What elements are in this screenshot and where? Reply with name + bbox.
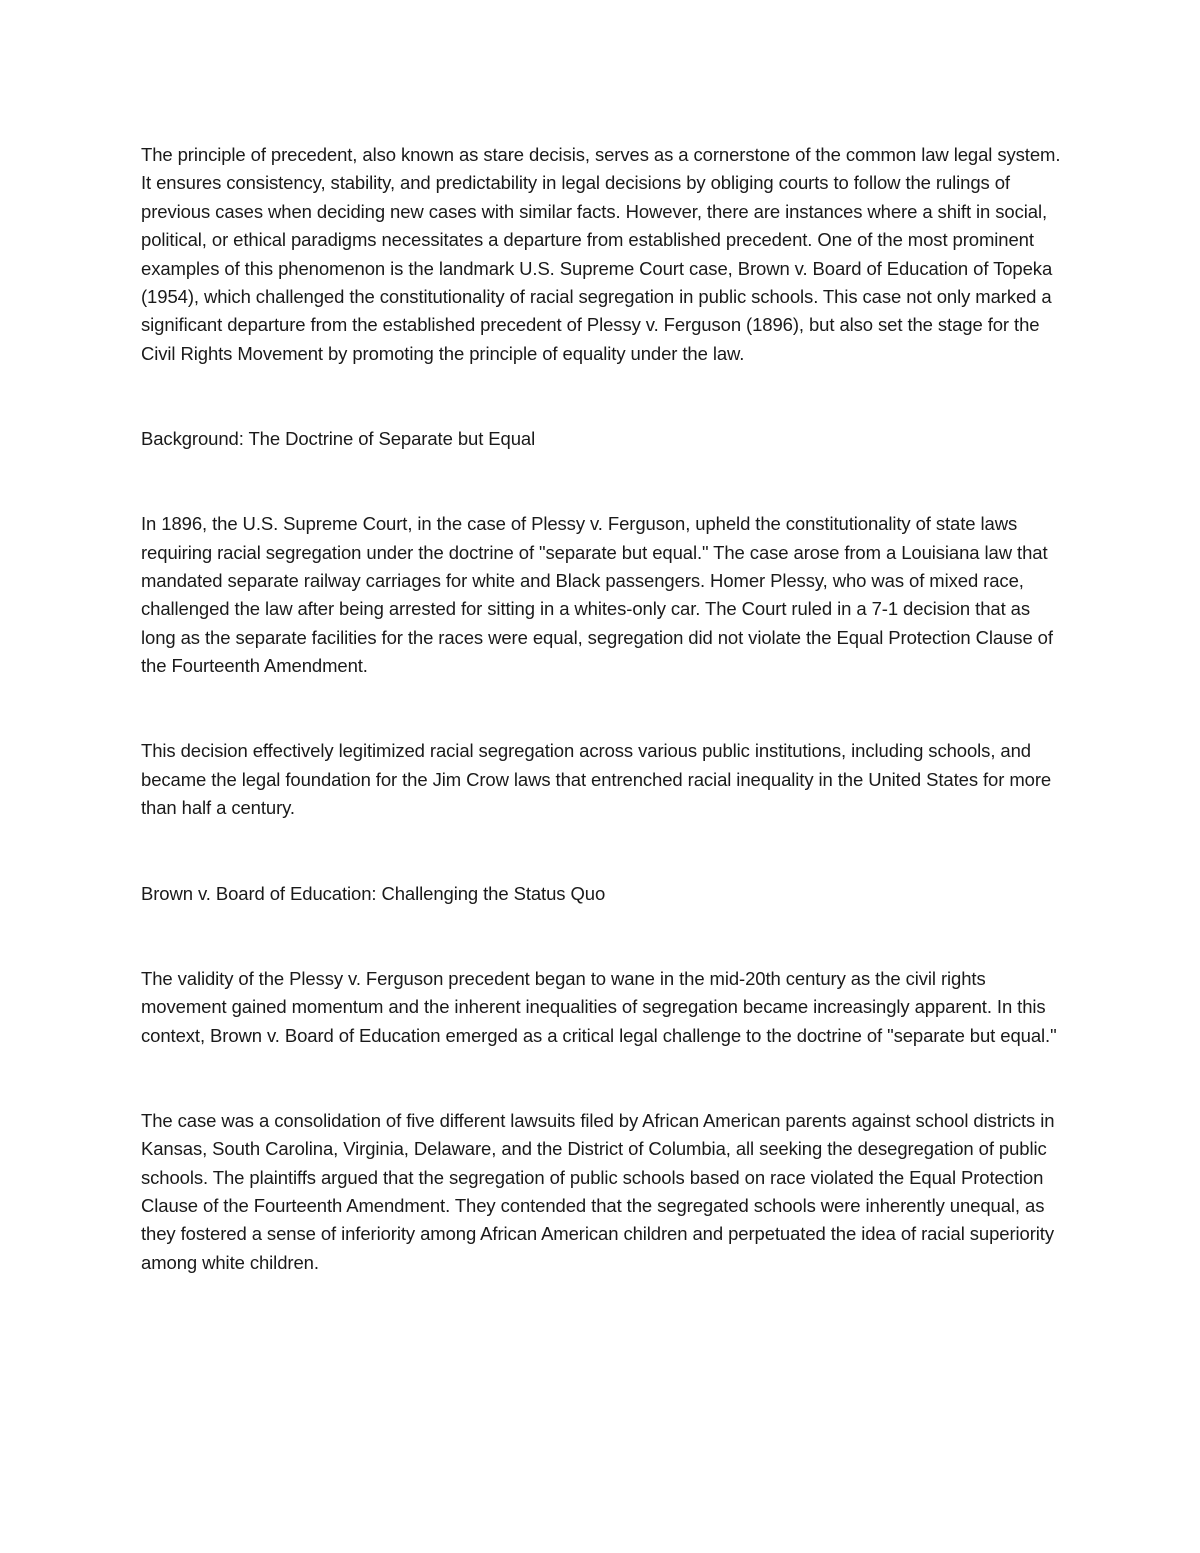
consolidation-paragraph: The case was a consolidation of five different lawsuits filed by African American parents against school districts in Kansas, South Carolina, Virginia, Delaware, and the District of Columbia, all seeking the desegregation of public schools. The plaintiffs argued that the segregation of public schools based on race violated the Equal Protection Clause of the Fourteenth Amendment. They contended that the segregated schools were inherently unequal, as they fostered a sense of inferiority among African American children and perpetuated the idea of racial superiority among white children. bbox=[141, 1109, 1055, 1273]
plessy-paragraph: In 1896, the U.S. Supreme Court, in the case of Plessy v. Ferguson, upheld the constitutionality of state laws requiring racial segregation under the doctrine of "separate but equal." The case arose from a Louisiana law that mandated separate railway carriages for white and Black passengers. Homer Plessy, who was of mixed race, challenged the law after being arrested for sitting in a whites-only car. The Court ruled in a 7-1 decision that as long as the separate facilities for the races were equal, segregation did not violate the Equal Protection Clause of the Fourteenth Amendment. bbox=[141, 513, 1053, 677]
paragraph-spacer bbox=[141, 681, 1061, 738]
paragraph-spacer bbox=[141, 823, 1061, 880]
section-heading-brown: Brown v. Board of Education: Challenging the Status Quo bbox=[141, 882, 606, 904]
paragraph-spacer bbox=[141, 908, 1061, 965]
validity-paragraph: The validity of the Plessy v. Ferguson precedent began to wane in the mid-20th century as the civil rights movement gained momentum and the inherent inequalities of segregation became increasingly apparent. In this context, Brown v. Board of Education emerged as a critical legal challenge to the doctrine of "separate but equal." bbox=[141, 967, 1057, 1046]
jim-crow-paragraph: This decision effectively legitimized racial segregation across various public institutions, including schools, and became the legal foundation for the Jim Crow laws that entrenched racial inequality in the United States for more than half a century. bbox=[141, 740, 1052, 819]
intro-paragraph: The principle of precedent, also known as stare decisis, serves as a cornerstone of the common law legal system. It ensures consistency, stability, and predictability in legal decisions by obliging courts to follow the rulings of previous cases when deciding new cases with similar facts. However, there are instances where a shift in social, political, or ethical paradigms necessitates a departure from established precedent. One of the most prominent examples of this phenomenon is the landmark U.S. Supreme Court case, Brown v. Board of Education of Topeka (1954), which challenged the constitutionality of racial segregation in public schools. This case not only marked a significant departure from the established precedent of Plessy v. Ferguson (1896), but also set the stage for the Civil Rights Movement by promoting the principle of equality under the law. bbox=[141, 144, 1061, 364]
paragraph-spacer bbox=[141, 1050, 1061, 1107]
document-body bbox=[141, 141, 1061, 1277]
section-heading-background: Background: The Doctrine of Separate but Equal bbox=[141, 428, 536, 450]
paragraph-spacer bbox=[141, 453, 1061, 510]
paragraph-spacer bbox=[141, 368, 1061, 425]
